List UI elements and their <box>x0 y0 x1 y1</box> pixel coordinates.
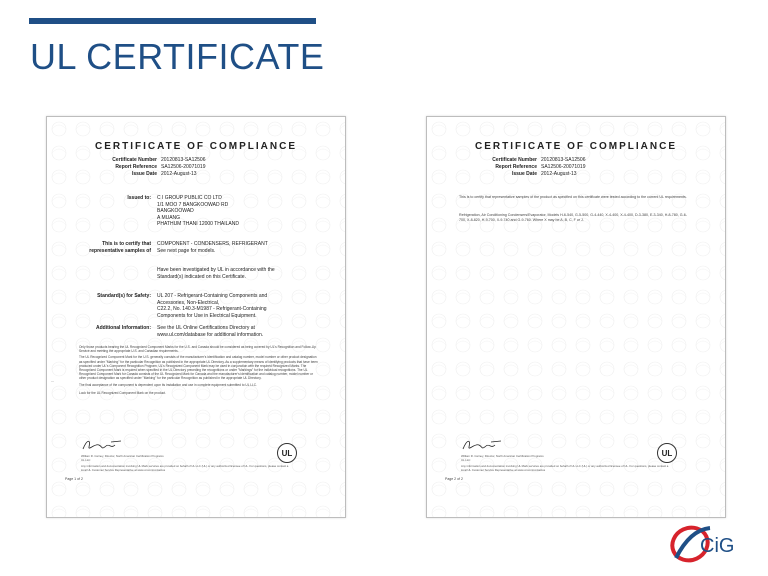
paragraph-4: Look for the UL Recognized Component Mark on the product. <box>79 390 166 395</box>
cig-logo-text: CiG <box>700 535 735 557</box>
certify-label: This is to certify that representative samples of <box>89 241 151 254</box>
paragraph-3: The final acceptance of the component is dependent upon its installation and use in complete equipment submitted to UL LLC. <box>79 382 257 387</box>
investigated-block: Have been investigated by UL in accordance with the Standard(s) indicated on this Certificate. <box>157 267 275 280</box>
ul-logo-icon: UL <box>277 443 297 463</box>
certification-statement: This is to certify that representative samples of the product as specified on this certificate were tested according to the current UL requirements. <box>459 195 687 199</box>
additional-info-text: See the UL Online Certifications Directory at www.ul.com/database for additional information. <box>157 325 264 338</box>
ul-logo-icon: UL <box>657 443 677 463</box>
additional-info-block <box>75 325 335 339</box>
certify-block <box>75 241 335 257</box>
certificate-fields: Certificate Number 20120813-SA12506 Report Reference SA12506-20071019 Issue Date 2012-August-13 <box>112 157 206 177</box>
paragraph-2: The UL Recognized Component Mark for the U.S. generally consists of the manufacturer's identification and catalog number, model number or other product designation as specified under "Marking" for the particular Recognition as published in the appropriate UL Directory. As a supplementary means of identifying products that have been produced under UL's Component Recognition Program, UL's Recognized Component Mark may be used in conjunction with the required Recognized Marks. The Recognized Component Mark is required when specified in the UL Directory preceding the recognitions or under "Markings" for the individual recognitions. The UL Recognized Component Mark for Canada consists of the UL Recognized Mark for Canada and the manufacturer's identification and catalog number, model number or other product designation as specified under "Marking" for the particular Recognition as published in the appropriate UL Directory. <box>79 355 318 381</box>
certificate-fields: Certificate Number 20120813-SA12506 Report Reference SA12506-20071019 Issue Date 2012-August-13 <box>492 157 586 177</box>
standards-block <box>75 293 335 321</box>
additional-info-label: Additional Information: <box>96 325 151 331</box>
issued-to-block <box>75 195 335 235</box>
page-number: Page 1 of 2 <box>65 477 83 481</box>
signature <box>81 437 125 453</box>
footer-note: Any information and documentation involving UL Mark services are provided on behalf of UL LLC (UL) or any authorized licensee of UL. For questions, please contact a local UL Customer Service Representative at www.ul.com/contactus <box>461 464 669 472</box>
signature <box>461 437 505 453</box>
standards-label: Standard(s) for Safety: <box>97 293 151 299</box>
slide-title: UL CERTIFICATE <box>30 36 325 77</box>
issued-to-address: C I GROUP PUBLIC CO LTD 1/1 MOO 7 BANGKOOWAD RD BANGKOOWAD A MUANG PHATHUM THANI 12000 THAILAND <box>157 195 239 227</box>
signer-block: William R. Carney, Director, North American Certification Programs UL LLC <box>81 454 164 462</box>
paragraph-1: Only those products bearing the UL Recognized Component Marks for the U.S. and Canada should be considered as being covered by UL's Recognition and Follow-Up Service and meeting the appropriate U.S. and Canadian requirements. <box>79 345 316 354</box>
certificate-heading: CERTIFICATE OF COMPLIANCE <box>94 141 298 152</box>
certify-text: COMPONENT - CONDENSERS, REFRIGERANT See next page for models. <box>157 241 268 254</box>
margin-mark: — <box>51 379 54 383</box>
issued-to-label: Issued to: <box>127 195 151 201</box>
body-paragraphs <box>79 345 319 395</box>
title-accent-bar <box>29 18 316 24</box>
certificate-heading: CERTIFICATE OF COMPLIANCE <box>474 141 678 152</box>
page-number: Page 2 of 2 <box>445 477 463 481</box>
certificate-page-2 <box>426 116 726 518</box>
standards-text: UL 207 - Refrigerant-Containing Components and Accessories, Non-Electrical, C22.2, No. 140.3-M1987 - Refrigerant-Containing Components for Use in Electrical Equipment. <box>157 293 268 319</box>
models-list: Refrigeration, Air Conditioning Condensers/Evaporator, Models H-6-540, G-5-500, G-4-440, X-4-400, X-4-400, D-3-380, E-3-340, H-8-780, G-6-700, X-8-820, H-9-700, X-9-740 and G-9-760. Where X may be A, B, C, F or J. <box>459 213 687 222</box>
signer-block: William R. Carney, Director, North American Certification Programs UL LLC <box>461 454 544 462</box>
footer-note: Any information and documentation involving UL Mark services are provided on behalf of UL LLC (UL) or any authorized licensee of UL. For questions, please contact a local UL Customer Service Representative at www.ul.com/contactus <box>81 464 289 472</box>
certificate-page-1 <box>46 116 346 518</box>
